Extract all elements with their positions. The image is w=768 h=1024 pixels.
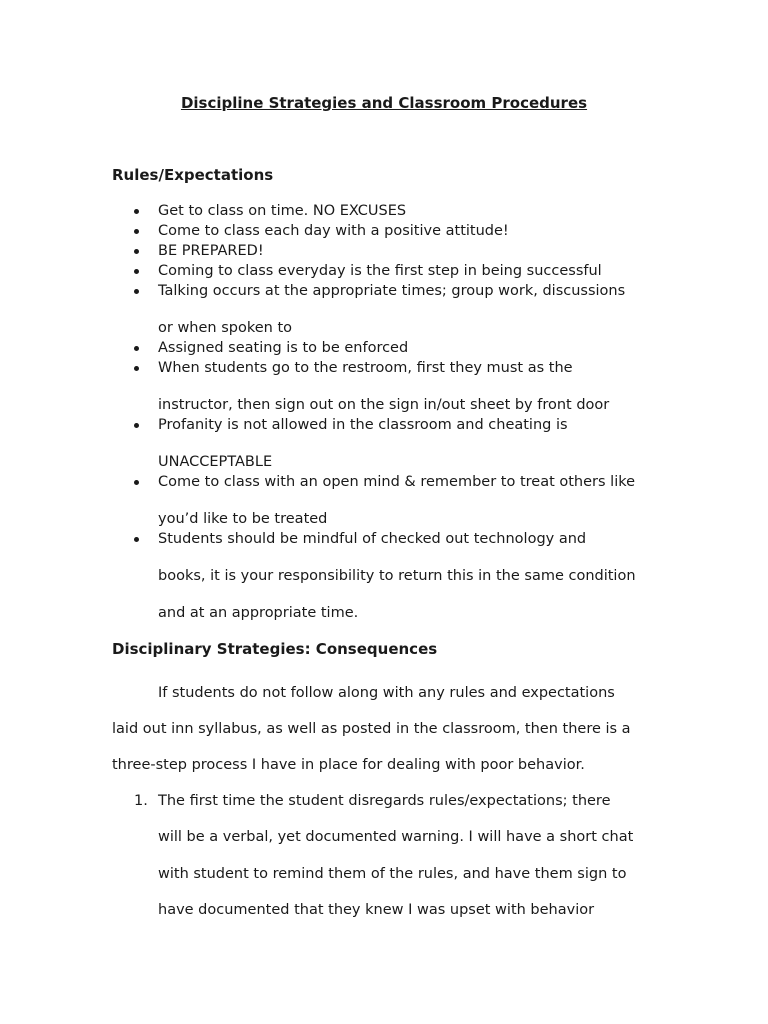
list-item-text: UNACCEPTABLE: [158, 454, 273, 470]
list-item-text: and at an appropriate time.: [158, 605, 359, 621]
list-item: [112, 201, 672, 221]
list-item-text: you’d like to be treated: [158, 511, 328, 527]
list-item-text: instructor, then sign out on the sign in/out sheet by front door: [158, 397, 610, 413]
list-item-text: Come to class with an open mind & remember to treat others like: [158, 474, 636, 490]
list-item-text: Come to class each day with a positive attitude!: [158, 223, 509, 239]
discipline-heading: Disciplinary Strategies: Consequences: [112, 640, 438, 658]
paragraph-line: three-step process I have in place for dealing with poor behavior.: [112, 757, 585, 773]
list-item-text: Assigned seating is to be enforced: [158, 340, 409, 356]
list-item-text: Get to class on time. NO EXCUSES: [158, 203, 407, 219]
list-item: [112, 529, 672, 623]
list-item-text: or when spoken to: [158, 320, 292, 336]
list-item-text: When students go to the restroom, first they must as the: [158, 360, 573, 376]
list-item-text: BE PREPARED!: [158, 243, 264, 259]
list-item-text: Talking occurs at the appropriate times; group work, discussions: [158, 283, 626, 299]
list-item: [112, 261, 672, 281]
list-item-text: Profanity is not allowed in the classroom and cheating is: [158, 417, 568, 433]
list-item-text: books, it is your responsibility to return this in the same condition: [158, 568, 636, 584]
step-number: 1.: [134, 793, 148, 809]
list-item-text: Students should be mindful of checked out technology and: [158, 531, 587, 547]
list-item: [112, 783, 672, 928]
paragraph-line: If students do not follow along with any rules and expectations: [158, 685, 615, 701]
list-item-text: have documented that they knew I was upset with behavior: [158, 901, 595, 918]
list-item: [112, 415, 672, 472]
list-item: [112, 281, 672, 338]
rules-heading: Rules/Expectations: [112, 166, 274, 184]
paragraph-line: laid out inn syllabus, as well as posted in the classroom, then there is a: [112, 721, 631, 737]
list-item-text: will be a verbal, yet documented warning. I will have a short chat: [158, 829, 634, 846]
list-item: [112, 221, 672, 241]
steps-list: [112, 783, 672, 928]
rules-list: [112, 201, 672, 623]
list-item-text: The first time the student disregards rules/expectations; there: [158, 793, 611, 809]
list-item-text: Coming to class everyday is the first step in being successful: [158, 263, 602, 279]
list-item: [112, 241, 672, 261]
list-item-text: with student to remind them of the rules, and have them sign to: [158, 865, 627, 882]
list-item: [112, 472, 672, 529]
intro-paragraph: [112, 675, 672, 783]
list-item: [112, 338, 672, 358]
document-title: Discipline Strategies and Classroom Procedures: [180, 94, 588, 112]
list-item: [112, 358, 672, 415]
